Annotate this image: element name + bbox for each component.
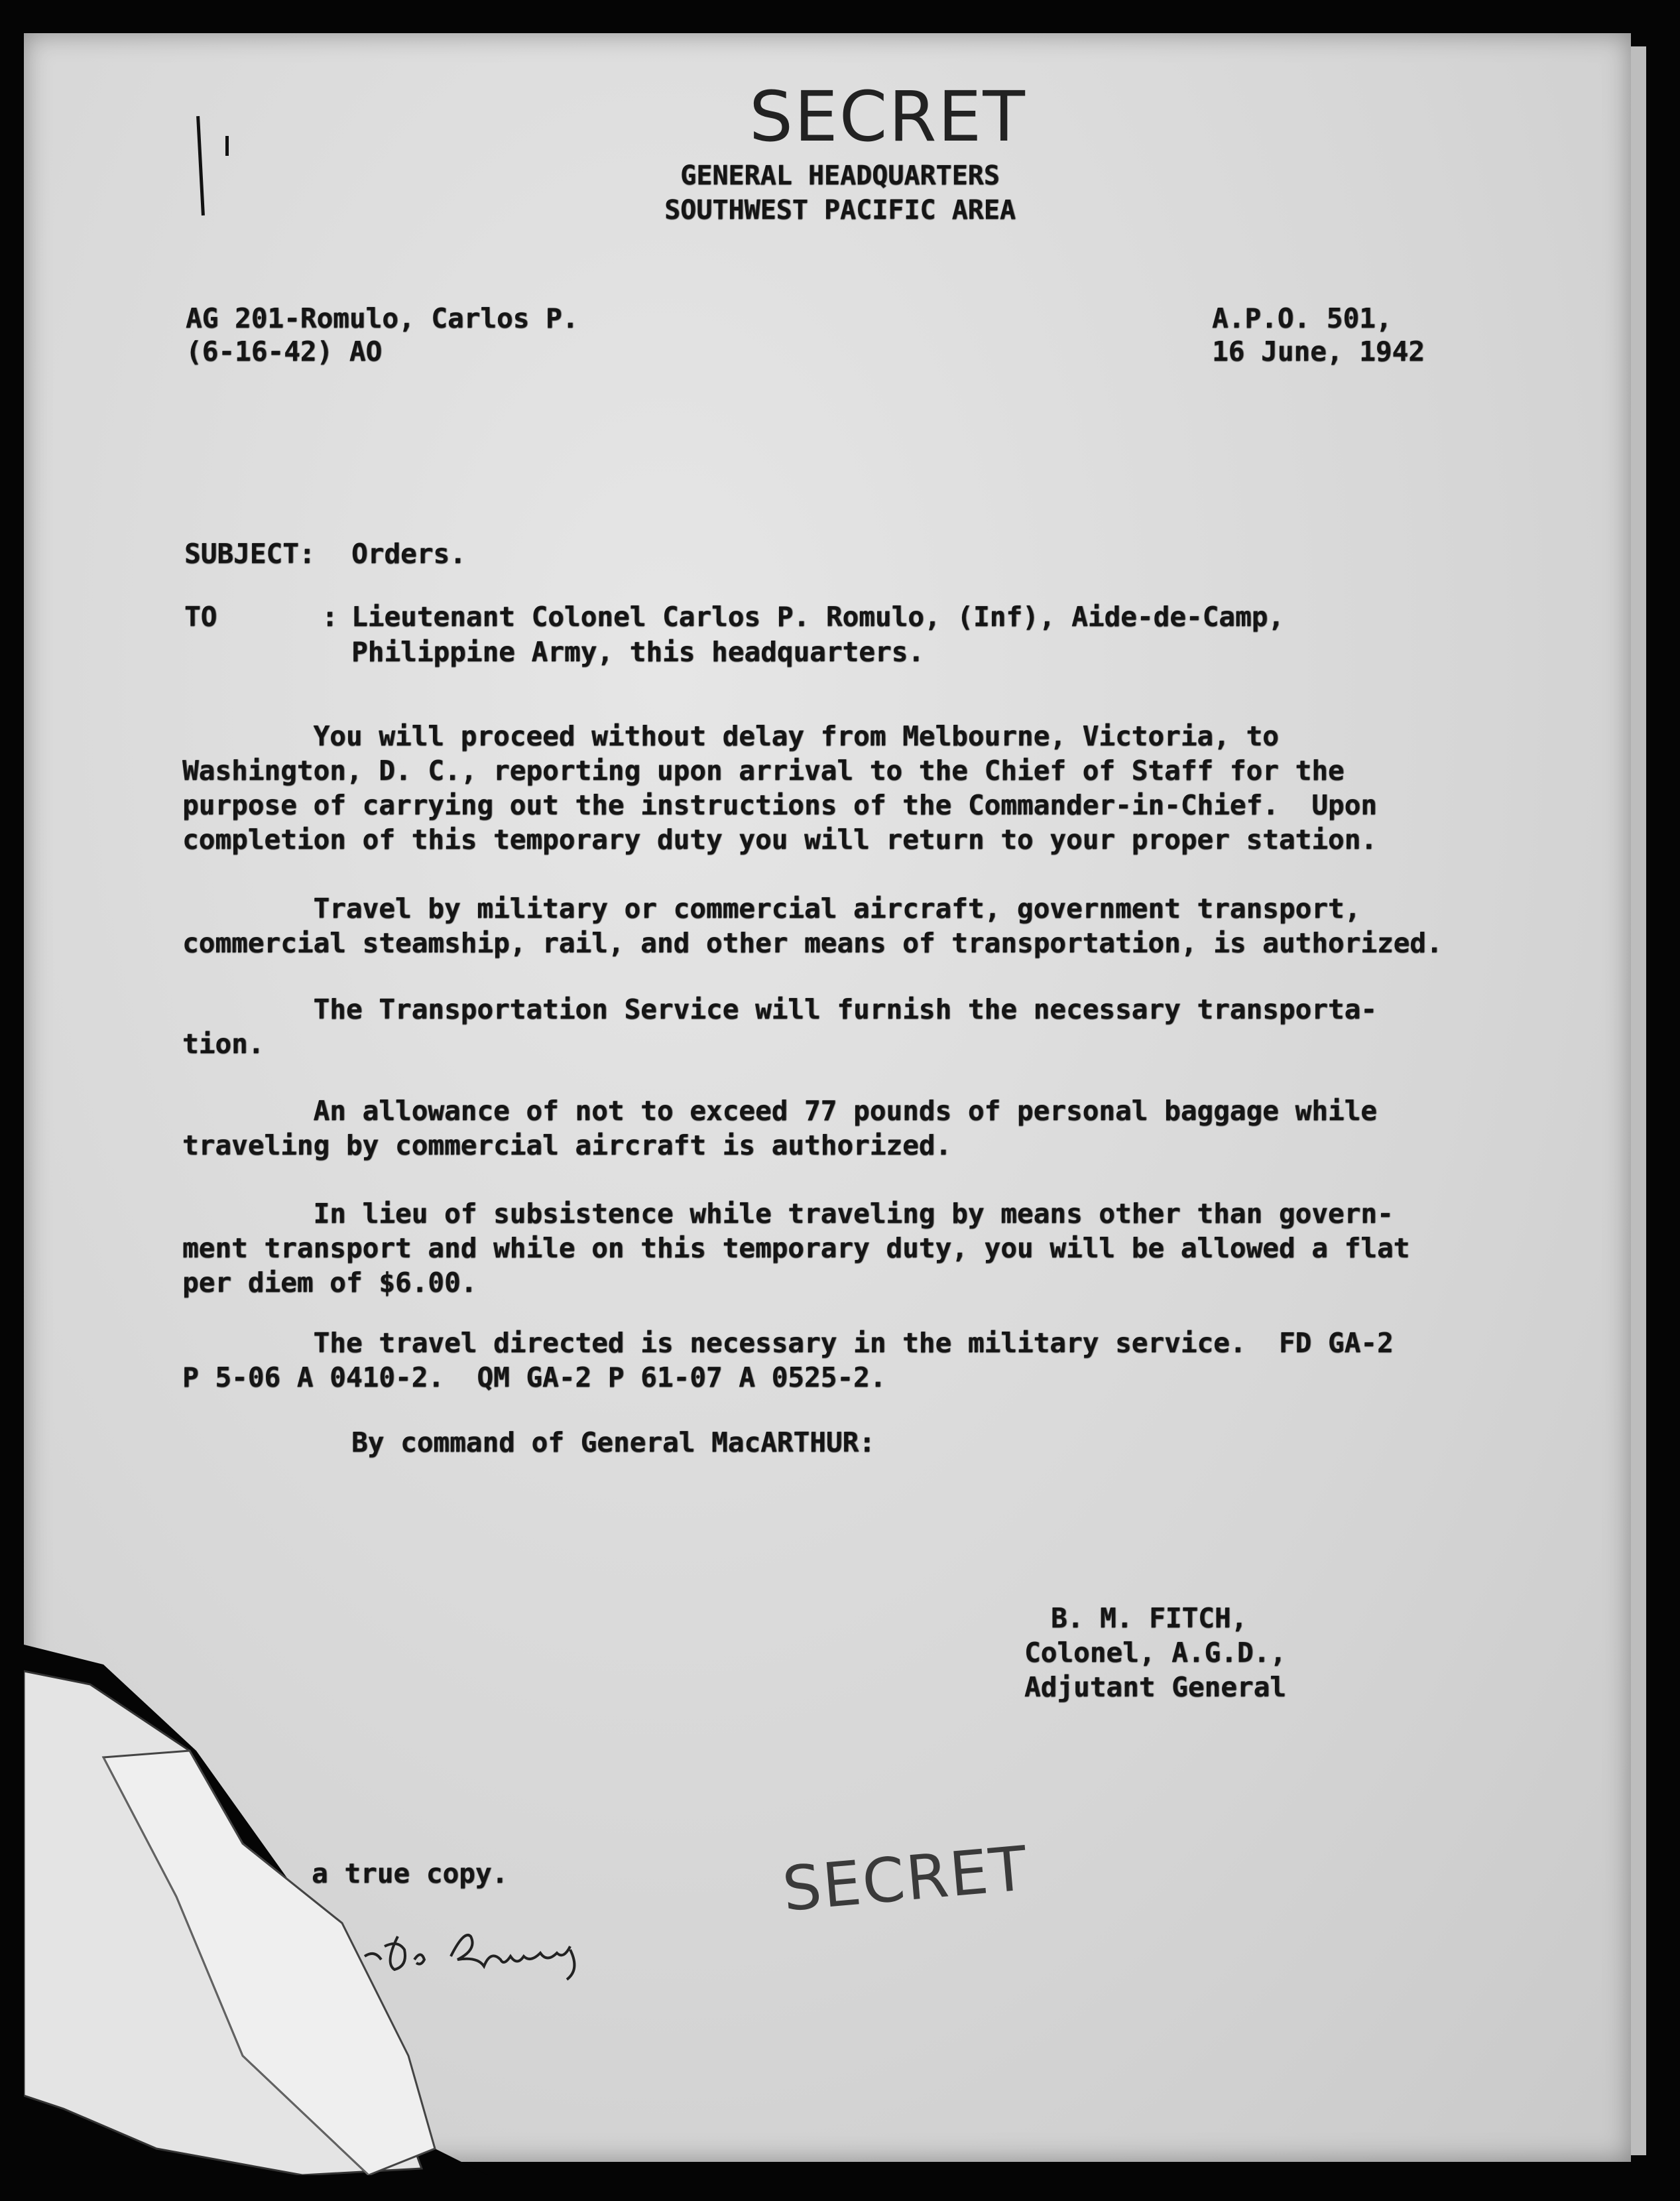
paragraph-6-line: The travel directed is necessary in the military service. FD GA-2	[182, 1327, 1394, 1359]
header-line-2: SOUTHWEST PACIFIC AREA	[664, 195, 1016, 225]
paragraph-4-line: traveling by commercial aircraft is authorized.	[182, 1129, 952, 1161]
apo-number: A.P.O. 501,	[1212, 302, 1392, 334]
folded-page-corner	[24, 1645, 488, 2175]
secret-stamp-top: SECRET	[749, 76, 1026, 157]
addressee-line-1: Lieutenant Colonel Carlos P. Romulo, (Inf), Aide-de-Camp,	[351, 601, 1284, 633]
to-colon: :	[322, 601, 338, 633]
paragraph-5-line: In lieu of subsistence while traveling by means other than govern-	[182, 1198, 1394, 1229]
command-line: By command of General MacARTHUR:	[351, 1426, 875, 1458]
signatory-name: B. M. FITCH,	[1051, 1602, 1248, 1634]
paragraph-2-line: Travel by military or commercial aircraft, government transport,	[182, 893, 1361, 924]
subject-value: Orders.	[351, 538, 466, 570]
addressee-line-2: Philippine Army, this headquarters.	[351, 636, 924, 668]
signatory-title: Adjutant General	[1024, 1671, 1286, 1703]
paragraph-3-line: The Transportation Service will furnish the necessary transporta-	[182, 993, 1377, 1025]
document-date: 16 June, 1942	[1212, 336, 1425, 367]
paragraph-4-line: An allowance of not to exceed 77 pounds of personal baggage while	[182, 1095, 1377, 1127]
paragraph-1-line: Washington, D. C., reporting upon arrival to the Chief of Staff for the	[182, 755, 1345, 786]
paragraph-1-line: purpose of carrying out the instructions of the Commander-in-Chief. Upon	[182, 789, 1377, 821]
paragraph-2-line: commercial steamship, rail, and other means of transportation, is authorized.	[182, 927, 1443, 959]
paragraph-3-line: tion.	[182, 1028, 265, 1060]
certification-text: a true copy.	[312, 1857, 509, 1889]
paragraph-5-line: ment transport and while on this temporary duty, you will be allowed a flat	[182, 1232, 1410, 1264]
paragraph-5-line: per diem of $6.00.	[182, 1267, 477, 1298]
subject-label: SUBJECT:	[184, 538, 316, 570]
to-label: TO	[184, 601, 217, 633]
file-reference-line-2: (6-16-42) AO	[186, 336, 383, 367]
header-line-1: GENERAL HEADQUARTERS	[680, 160, 1000, 191]
paragraph-1-line: You will proceed without delay from Melbourne, Victoria, to	[182, 720, 1279, 752]
signatory-rank: Colonel, A.G.D.,	[1024, 1637, 1286, 1668]
secret-stamp-bottom: SECRET	[780, 1833, 1031, 1925]
file-reference-line-1: AG 201-Romulo, Carlos P.	[186, 302, 579, 334]
margin-mark	[225, 136, 229, 156]
paragraph-6-line: P 5-06 A 0410-2. QM GA-2 P 61-07 A 0525-2.	[182, 1361, 886, 1393]
paragraph-1-line: completion of this temporary duty you will return to your proper station.	[182, 824, 1377, 855]
